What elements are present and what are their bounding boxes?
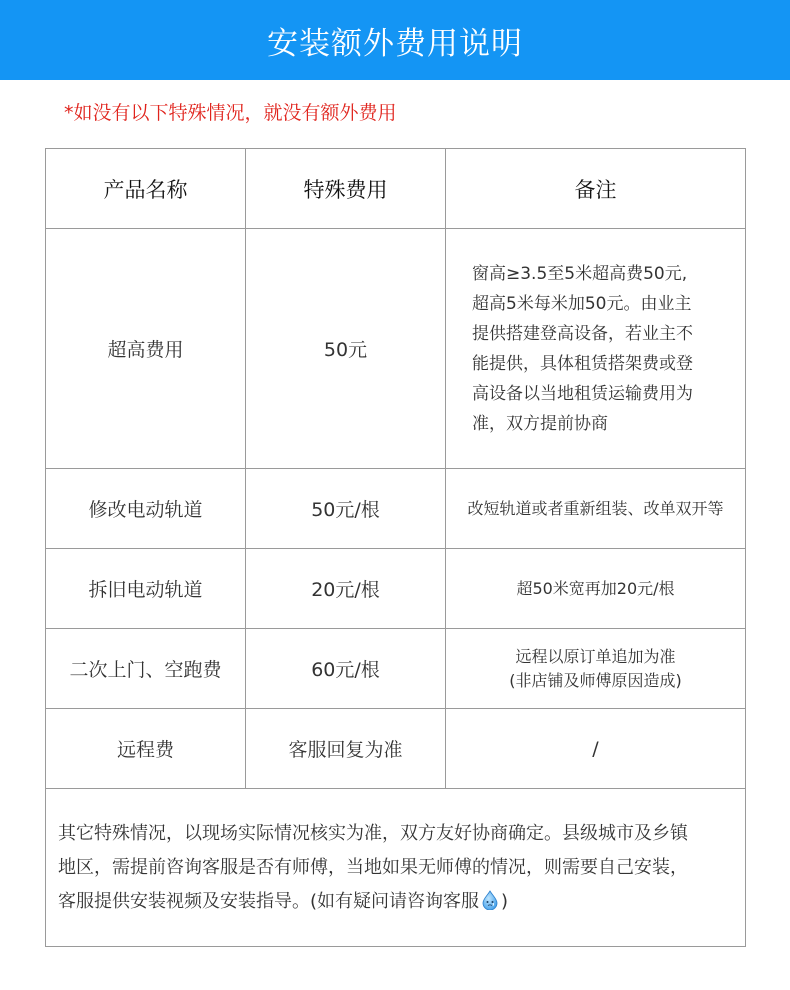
table-row	[46, 709, 746, 789]
table-footer-row	[46, 789, 746, 947]
column-header-note: 备注	[446, 149, 746, 229]
column-header-product: 产品名称	[46, 149, 246, 229]
cell-product-name: 拆旧电动轨道	[46, 549, 246, 629]
cell-note	[446, 629, 746, 709]
table-row	[46, 469, 746, 549]
fee-table	[45, 148, 746, 947]
footer-note	[46, 789, 746, 947]
note-line: /	[592, 737, 599, 760]
cell-fee: 20元/根	[246, 549, 446, 629]
note-line: 提供搭建登高设备，若业主不	[472, 323, 693, 344]
table-row	[46, 229, 746, 469]
footer-line: 其它特殊情况，以现场实际情况核实为准，双方友好协商确定。县级城市及乡镇	[58, 822, 688, 844]
column-header-fee: 特殊费用	[246, 149, 446, 229]
note-line: 准，双方提前协商	[472, 413, 608, 434]
note-line: 窗高≥3.5至5米超高费50元,	[472, 263, 688, 284]
cell-fee: 60元/根	[246, 629, 446, 709]
footer-line-end: )	[501, 890, 509, 912]
note-line: 改短轨道或者重新组装、改单双开等	[467, 498, 724, 518]
table-header-row	[46, 149, 746, 229]
note-line: 远程以原订单追加为准	[515, 646, 676, 666]
table-row	[46, 549, 746, 629]
note-line: 超高5米每米加50元。由业主	[472, 293, 692, 314]
footer-line-last	[58, 885, 733, 919]
cell-product-name: 远程费	[46, 709, 246, 789]
cell-note	[446, 549, 746, 629]
crying-water-drop-emoji-icon	[480, 888, 500, 908]
table-row	[46, 629, 746, 709]
cell-fee: 50元	[246, 229, 446, 469]
cell-note	[446, 709, 746, 789]
cell-fee: 客服回复为准	[246, 709, 446, 789]
cell-product-name: 超高费用	[46, 229, 246, 469]
footer-line: 地区，需提前咨询客服是否有师傅，当地如果无师傅的情况，则需要自己安装，	[58, 856, 688, 878]
page-title: 安装额外费用说明	[267, 25, 523, 62]
note-line: 超50米宽再加20元/根	[516, 578, 675, 598]
cell-note	[446, 469, 746, 549]
note-line: 能提供，具体租赁搭架费或登	[472, 353, 693, 374]
note-line: 高设备以当地租赁运输费用为	[472, 383, 693, 404]
note-line: (非店铺及师傅原因造成)	[509, 670, 682, 690]
footer-line: 客服提供安装视频及安装指导。(如有疑问请咨询客服	[58, 890, 480, 912]
page-header	[0, 0, 790, 80]
cell-note	[446, 229, 746, 469]
cell-fee: 50元/根	[246, 469, 446, 549]
cell-product-name: 二次上门、空跑费	[46, 629, 246, 709]
cell-product-name: 修改电动轨道	[46, 469, 246, 549]
notice-text: *如没有以下特殊情况，就没有额外费用	[64, 102, 397, 124]
